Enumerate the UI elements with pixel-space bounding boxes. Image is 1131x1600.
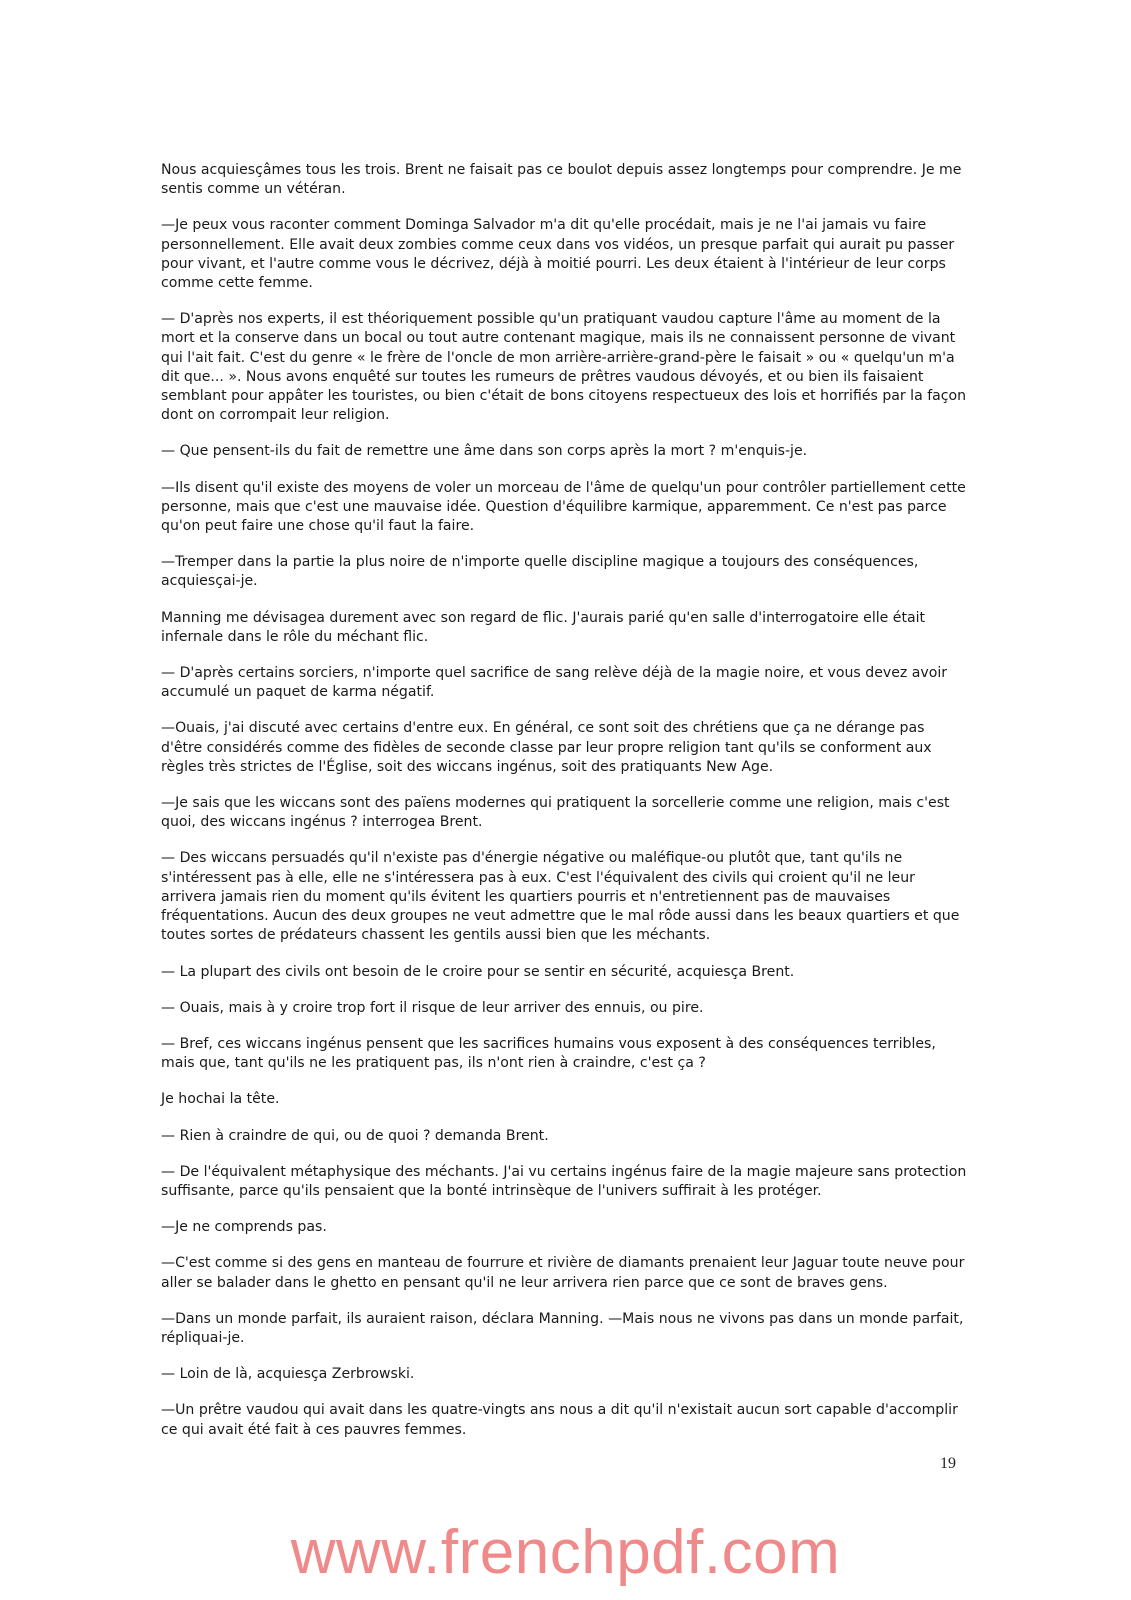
paragraph: —Je ne comprends pas.: [161, 1219, 327, 1236]
paragraph: — Que pensent-ils du fait de remettre une âme dans son corps après la mort ? m'enquis-je.: [161, 443, 808, 460]
paragraph: —Dans un monde parfait, ils auraient raison, déclara Manning. —Mais nous ne vivons pas dans un monde parfait, répliquai-je.: [161, 1310, 964, 1346]
paragraph: — De l'équivalent métaphysique des méchants. J'ai vu certains ingénus faire de la magie majeure sans protection suffisante, parce qu'ils pensaient que la bonté intrinsèque de l'univers suffirait à les protéger.: [161, 1163, 967, 1199]
paragraph: Je hochai la tête.: [161, 1091, 280, 1108]
paragraph: —Ouais, j'ai discuté avec certains d'entre eux. En général, ce sont soit des chrétiens que ça ne dérange pas d'être considérés comme des fidèles de seconde classe par leur propre religion tant qu'ils se conforment aux règles très strictes de l'Église, soit des wiccans ingénus, soit des pratiquants New Age.: [161, 720, 932, 775]
paragraph: — Ouais, mais à y croire trop fort il risque de leur arriver des ennuis, ou pire.: [161, 999, 704, 1016]
paragraph: —Je sais que les wiccans sont des païens modernes qui pratiquent la sorcellerie comme une religion, mais c'est quoi, des wiccans ingénus ? interrogea Brent.: [161, 795, 950, 831]
paragraph: Manning me dévisagea durement avec son regard de flic. J'aurais parié qu'en salle d'interrogatoire elle était infernale dans le rôle du méchant flic.: [161, 609, 926, 645]
paragraph: — D'après nos experts, il est théoriquement possible qu'un pratiquant vaudou capture l'âme au moment de la mort et la conserve dans un bocal ou tout autre contenant magique, mais ils ne connaissent personne de vivant qui l'ait fait. C'est du genre « le frère de l'oncle de mon arrière-arrière-grand-père le faisait » ou « quelqu'un m'a dit que... ». Nous avons enquêté sur toutes les rumeurs de prêtres vaudous dévoyés, et ou bien ils faisaient semblant pour appâter les touristes, ou bien c'était de bons citoyens respectueux des lois et horrifiés par la façon dont on corrompait leur religion.: [161, 311, 967, 424]
paragraph: Nous acquiesçâmes tous les trois. Brent ne faisait pas ce boulot depuis assez longtemps pour comprendre. Je me sentis comme un vétéran.: [161, 162, 962, 198]
paragraph: —Ils disent qu'il existe des moyens de voler un morceau de l'âme de quelqu'un pour contrôler partiellement cette personne, mais que c'est une mauvaise idée. Question d'équilibre karmique, apparemment. Ce n'est pas parce qu'on peut faire une chose qu'il faut la faire.: [161, 479, 966, 535]
paragraph: —C'est comme si des gens en manteau de fourrure et rivière de diamants prenaient leur Jaguar toute neuve pour aller se balader dans le ghetto en pensant qu'il ne leur arrivera rien parce que ce sont de braves gens.: [161, 1255, 965, 1291]
paragraph: — Des wiccans persuadés qu'il n'existe pas d'énergie négative ou maléfique-ou plutôt que, tant qu'ils ne s'intéressent pas à elle, elle ne s'intéressera pas à eux. C'est l'équivalent des civils qui croient qu'il ne leur arrivera jamais rien du moment qu'ils évitent les quartiers pourris et n'entretiennent pas de mauvaises fréquentations. Aucun des deux groupes ne veut admettre que le mal rôde aussi dans les beaux quartiers et que toutes sortes de prédateurs chassent les gentils aussi bien que les méchants.: [161, 850, 960, 944]
paragraph: — D'après certains sorciers, n'importe quel sacrifice de sang relève déjà de la magie noire, et vous devez avoir accumulé un paquet de karma négatif.: [161, 665, 948, 701]
page-number: 19: [940, 1455, 956, 1472]
paragraph: —Tremper dans la partie la plus noire de n'importe quelle discipline magique a toujours des conséquences, acquiesçai-je.: [161, 554, 919, 590]
paragraph: —Je peux vous raconter comment Dominga Salvador m'a dit qu'elle procédait, mais je ne l'ai jamais vu faire personnellement. Elle avait deux zombies comme ceux dans vos vidéos, un presque parfait qui aurait pu passer pour vivant, et l'autre comme vous le décrivez, déjà à moitié pourri. Les deux étaient à l'intérieur de leur corps comme cette femme.: [161, 217, 955, 292]
paragraph: — Rien à craindre de qui, ou de quoi ? demanda Brent.: [161, 1127, 549, 1144]
watermark-url: www.frenchpdf.com: [290, 1518, 841, 1587]
paragraph: — Loin de là, acquiesça Zerbrowski.: [161, 1366, 415, 1383]
paragraph: — La plupart des civils ont besoin de le croire pour se sentir en sécurité, acquiesça Brent.: [161, 963, 795, 980]
paragraph: — Bref, ces wiccans ingénus pensent que les sacrifices humains vous exposent à des conséquences terribles, mais que, tant qu'ils ne les pratiquent pas, ils n'ont rien à craindre, c'est ça ?: [161, 1035, 936, 1072]
paragraph: —Un prêtre vaudou qui avait dans les quatre-vingts ans nous a dit qu'il n'existait aucun sort capable d'accomplir ce qui avait été fait à ces pauvres femmes.: [161, 1402, 958, 1438]
body-text: [161, 161, 969, 1457]
